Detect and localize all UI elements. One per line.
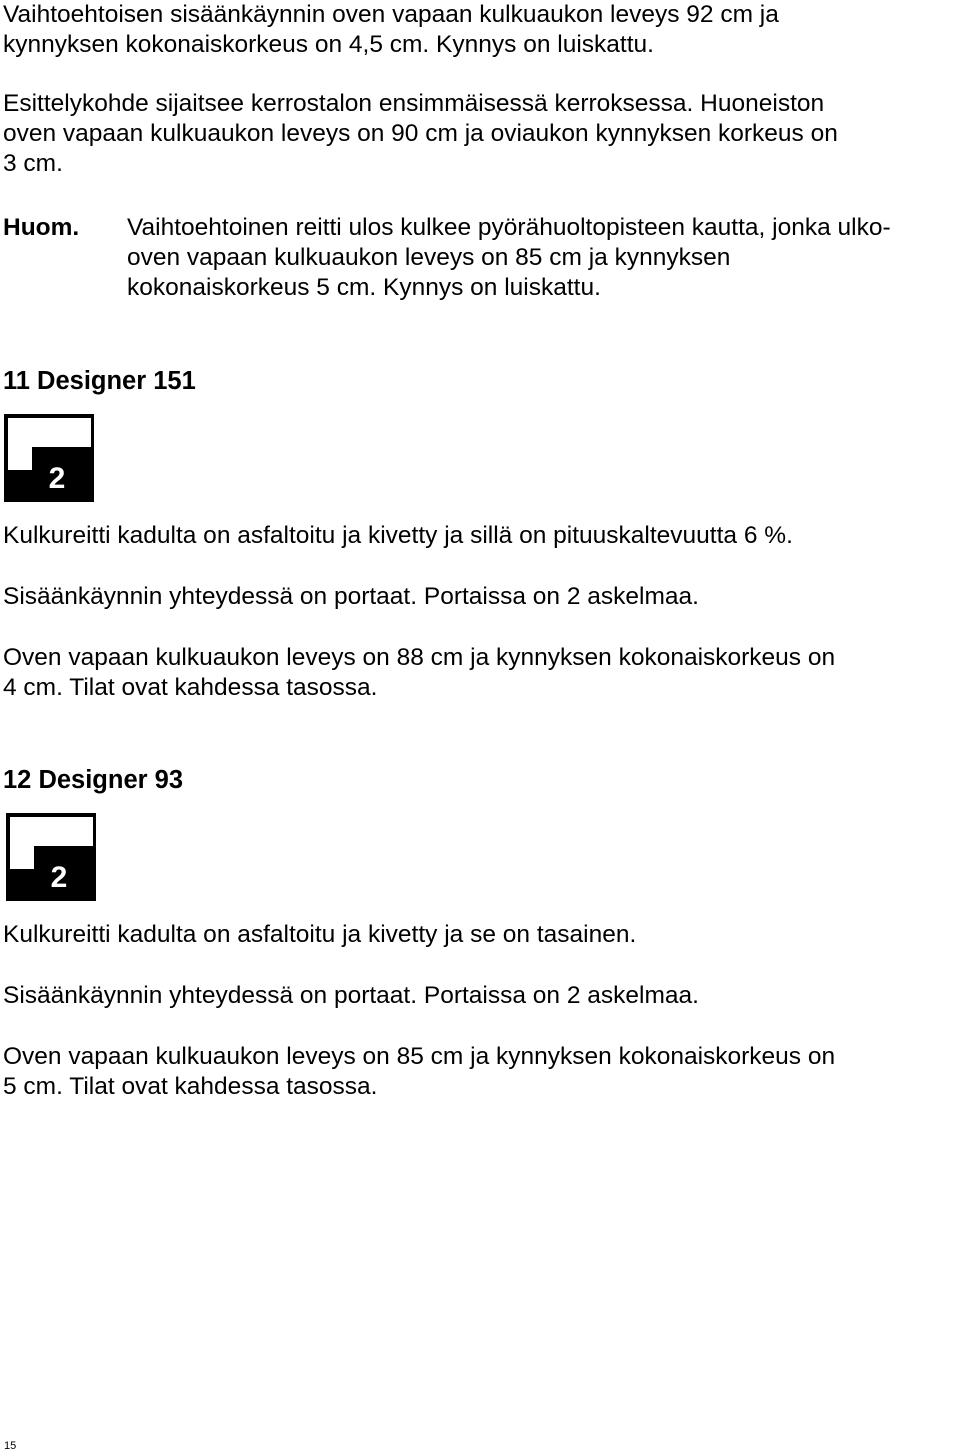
text-line: Esittelykohde sijaitsee kerrostalon ensimmäisessä kerroksessa. Huoneiston: [3, 90, 825, 117]
stairs-icon: [6, 813, 96, 901]
text-line: oven vapaan kulkuaukon leveys on 85 cm ja kynnyksen: [127, 244, 731, 271]
text-line: kynnyksen kokonaiskorkeus on 4,5 cm. Kynnys on luiskattu.: [3, 31, 654, 58]
text-line: 4 cm. Tilat ovat kahdessa tasossa.: [3, 674, 378, 701]
text-line: Oven vapaan kulkuaukon leveys on 88 cm ja kynnyksen kokonaiskorkeus on: [3, 644, 836, 671]
text-line: oven vapaan kulkuaukon leveys on 90 cm ja oviaukon kynnyksen korkeus on: [3, 120, 838, 147]
intro-paragraph-1: [3, 0, 779, 60]
page-number: 15: [4, 1440, 17, 1452]
note-text: [127, 213, 891, 303]
text-line: 3 cm.: [3, 150, 63, 177]
section-paragraph: Sisäänkäynnin yhteydessä on portaat. Portaissa on 2 askelmaa.: [3, 583, 699, 610]
intro-paragraph-2: [3, 89, 838, 179]
section-heading: 11 Designer 151: [3, 367, 196, 395]
text-line: kokonaiskorkeus 5 cm. Kynnys on luiskattu.: [127, 274, 601, 301]
section-paragraph: [3, 1042, 835, 1102]
section-heading: 12 Designer 93: [3, 766, 184, 794]
stairs-icon-number: 2: [50, 861, 68, 894]
stairs-icon-number: 2: [48, 462, 66, 495]
text-line: Vaihtoehtoinen reitti ulos kulkee pyörähuoltopisteen kautta, jonka ulko-: [127, 214, 891, 241]
text-line: Oven vapaan kulkuaukon leveys on 85 cm ja kynnyksen kokonaiskorkeus on: [3, 1043, 836, 1070]
note-label: Huom.: [3, 214, 80, 241]
section-paragraph: Kulkureitti kadulta on asfaltoitu ja kivetty ja sillä on pituuskaltevuutta 6 %.: [3, 522, 793, 549]
stairs-icon: [4, 414, 94, 502]
text-line: 5 cm. Tilat ovat kahdessa tasossa.: [3, 1073, 378, 1100]
section-paragraph: Kulkureitti kadulta on asfaltoitu ja kivetty ja se on tasainen.: [3, 921, 637, 948]
text-line: Vaihtoehtoisen sisäänkäynnin oven vapaan kulkuaukon leveys 92 cm ja: [3, 1, 779, 28]
section-paragraph: Sisäänkäynnin yhteydessä on portaat. Portaissa on 2 askelmaa.: [3, 982, 699, 1009]
section-paragraph: [3, 643, 835, 703]
